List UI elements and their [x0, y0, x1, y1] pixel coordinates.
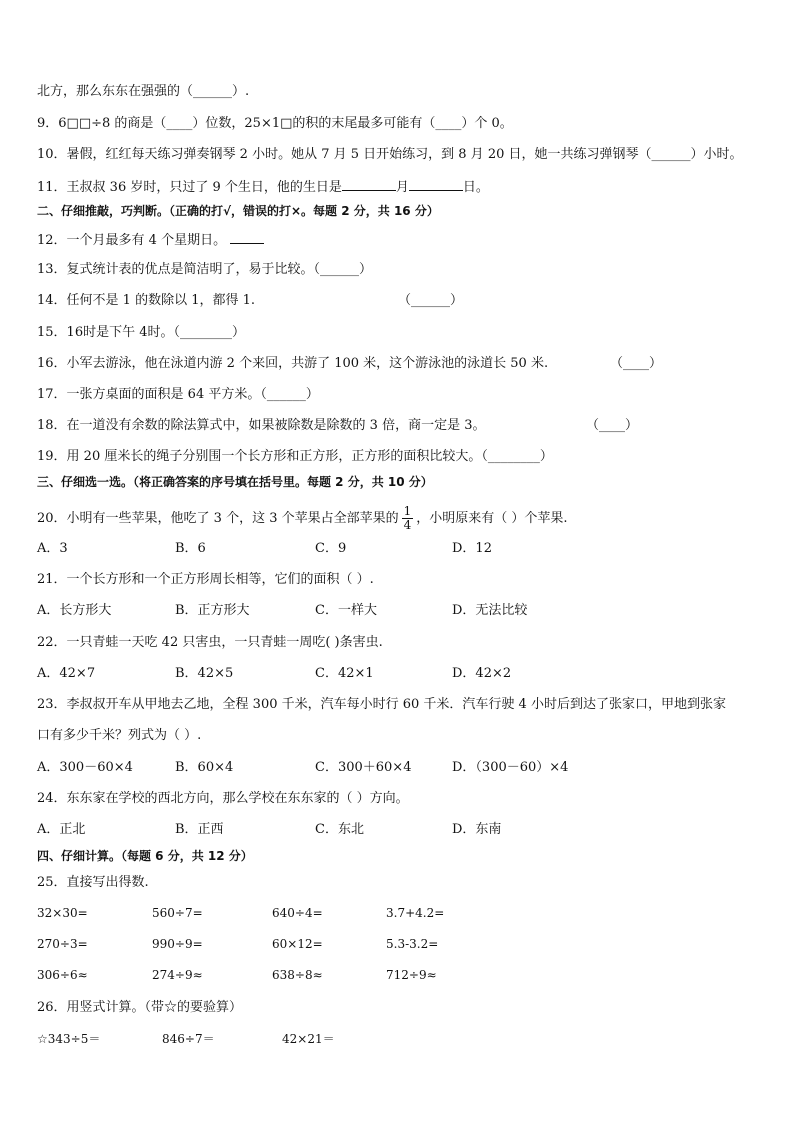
q23-option-d: D．（300－60）×4 [452, 760, 569, 775]
question-23-line-2: 口有多少千米？列式为（ ）. [37, 728, 202, 743]
vertical-calc-item: ☆343÷5＝ [37, 1032, 101, 1046]
q24-option-d: D．东南 [452, 822, 502, 837]
question-8-continuation: 北方，那么东东在强强的（______）. [37, 84, 250, 99]
q20-option-d: D．12 [452, 541, 492, 556]
calc-item: 560÷7= [152, 906, 203, 920]
question-16: 16．小军去游泳，他在泳道内游 2 个来回，共游了 100 米，这个游泳池的泳道长 50 米. [37, 356, 549, 371]
question-14: 14．任何不是 1 的数除以 1，都得 1. [37, 293, 256, 308]
calc-item: 990÷9= [152, 937, 203, 951]
question-17: 17．一张方桌面的面积是 64 平方米。（______） [37, 387, 319, 402]
calc-item: 3.7+4.2= [386, 906, 445, 920]
calc-item: 274÷9≈ [152, 968, 203, 982]
question-20-text-end: ，小明原来有（ ）个苹果. [416, 511, 568, 526]
section-3-heading: 三、仔细选一选。（将正确答案的序号填在括号里。每题 2 分，共 10 分） [37, 475, 433, 489]
q21-option-a: A．长方形大 [37, 603, 112, 618]
fraction-numerator: 1 [403, 504, 412, 518]
question-9: 9．6□□÷8 的商是（____）位数，25×1□的积的末尾最多可能有（____）个 0。 [37, 116, 513, 131]
q23-option-b: B．60×4 [175, 760, 234, 775]
section-4-heading: 四、仔细计算。（每题 6 分，共 12 分） [37, 849, 253, 863]
question-10: 10．暑假，红红每天练习弹奏钢琴 2 小时。她从 7 月 5 日开始练习，到 8 月 20 日，她一共练习弹钢琴（______）小时。 [37, 147, 743, 162]
calc-item: 712÷9≈ [386, 968, 437, 982]
calc-item: 60×12= [272, 937, 323, 951]
answer-blank [230, 231, 264, 244]
q22-option-a: A．42×7 [37, 666, 96, 681]
question-16-answer-paren: （____） [610, 356, 663, 371]
q24-option-c: C．东北 [315, 822, 364, 837]
question-25: 25．直接写出得数. [37, 875, 149, 890]
question-18-answer-paren: （____） [586, 418, 639, 433]
q24-option-a: A．正北 [37, 822, 86, 837]
q23-option-a: A．300－60×4 [37, 760, 133, 775]
question-20 [37, 505, 568, 532]
day-blank [409, 178, 463, 191]
vertical-calc-item: 846÷7＝ [162, 1032, 215, 1046]
q22-option-b: B．42×5 [175, 666, 234, 681]
question-13: 13．复式统计表的优点是简洁明了，易于比较。（______） [37, 262, 373, 277]
question-22: 22．一只青蛙一天吃 42 只害虫，一只青蛙一周吃( )条害虫. [37, 635, 383, 650]
fraction-denominator: 4 [403, 518, 412, 532]
q20-option-c: C．9 [315, 541, 347, 556]
month-blank [342, 178, 396, 191]
q20-option-b: B．6 [175, 541, 206, 556]
q21-option-c: C．一样大 [315, 603, 377, 618]
question-21: 21．一个长方形和一个正方形周长相等，它们的面积（ ）. [37, 572, 374, 587]
month-label: 月 [395, 180, 409, 195]
question-11 [37, 178, 489, 196]
vertical-calc-item: 42×21＝ [282, 1032, 335, 1046]
question-20-text: 20．小明有一些苹果，他吃了 3 个，这 3 个苹果占全部苹果的 [37, 511, 399, 526]
question-23-line-1: 23．李叔叔开车从甲地去乙地，全程 300 千米，汽车每小时行 60 千米．汽车行驶 4 小时后到达了张家口，甲地到张家 [37, 697, 726, 712]
q23-option-c: C．300＋60×4 [315, 760, 412, 775]
q21-option-b: B．正方形大 [175, 603, 250, 618]
question-11-text: 11．王叔叔 36 岁时，只过了 9 个生日，他的生日是 [37, 180, 342, 195]
question-24: 24．东东家在学校的西北方向，那么学校在东东家的（ ）方向。 [37, 791, 409, 806]
day-label: 日。 [462, 180, 489, 195]
question-26: 26．用竖式计算。（带☆的要验算） [37, 1000, 243, 1015]
q21-option-d: D．无法比较 [452, 603, 528, 618]
calc-item: 640÷4= [272, 906, 323, 920]
question-19: 19．用 20 厘米长的绳子分别围一个长方形和正方形，正方形的面积比较大。（________） [37, 449, 553, 464]
calc-item: 306÷6≈ [37, 968, 88, 982]
q22-option-c: C．42×1 [315, 666, 374, 681]
calc-item: 638÷8≈ [272, 968, 323, 982]
calc-item: 270÷3= [37, 937, 88, 951]
question-12 [37, 231, 264, 249]
section-2-heading: 二、仔细推敲，巧判断。（正确的打√，错误的打×。每题 2 分，共 16 分） [37, 204, 439, 218]
fraction-one-quarter [402, 505, 414, 532]
question-12-text: 12．一个月最多有 4 个星期日。 [37, 233, 227, 248]
calc-item: 5.3-3.2= [386, 937, 439, 951]
q24-option-b: B．正西 [175, 822, 224, 837]
question-18: 18．在一道没有余数的除法算式中，如果被除数是除数的 3 倍，商一定是 3。 [37, 418, 486, 433]
question-15: 15．16时是下午 4时。（________） [37, 325, 245, 340]
q20-option-a: A．3 [37, 541, 68, 556]
q22-option-d: D．42×2 [452, 666, 512, 681]
calc-item: 32×30= [37, 906, 88, 920]
question-14-answer-paren: （______） [398, 293, 464, 308]
